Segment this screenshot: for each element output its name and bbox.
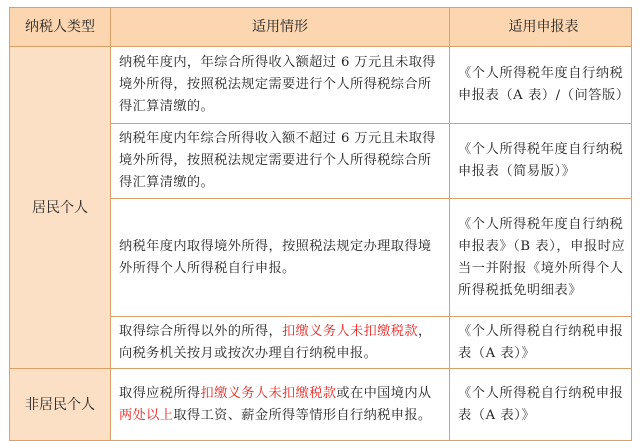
group-resident: 居民个人 <box>10 47 111 369</box>
situation-text: 取得工资、薪金所得等情形自行纳税申报。 <box>173 407 432 423</box>
table-row <box>10 47 632 124</box>
situation-cell: 纳税年度内取得境外所得，按照税法规定办理取得境外所得个人所得税自行申报。 <box>111 199 450 317</box>
situation-cell: 纳税年度内，年综合所得收入额超过 6 万元且未取得境外所得，按照税法规定需要进行个人所得税综合所得汇算清缴的。 <box>111 47 450 124</box>
situation-text: 取得综合所得以外的所得， <box>119 323 283 339</box>
situation-cell <box>111 317 450 369</box>
tax-filing-table-container <box>9 7 631 421</box>
situation-text: 或在中国境内从 <box>336 385 432 401</box>
group-non-resident: 非居民个人 <box>10 369 111 441</box>
form-cell: 《个人所得税自行纳税申报表（A 表）》 <box>450 369 632 441</box>
highlight-withholding-agent: 扣缴义务人未扣缴税款 <box>200 385 337 401</box>
table-row <box>10 369 632 441</box>
header-situation: 适用情形 <box>111 8 450 47</box>
form-cell: 《个人所得税年度自行纳税申报表》（B 表），申报时应当一并附报《境外所得个人所得税抵免明细表》 <box>450 199 632 317</box>
form-cell: 《个人所得税年度自行纳税申报表（A 表）/（问答版） <box>450 47 632 124</box>
situation-text: 取得应税所得 <box>119 385 201 401</box>
highlight-withholding-agent: 扣缴义务人未扣缴税款 <box>282 323 418 339</box>
tax-filing-table <box>9 7 632 441</box>
header-taxpayer-type: 纳税人类型 <box>10 8 111 47</box>
table-header-row <box>10 8 632 47</box>
situation-cell <box>111 369 450 441</box>
form-cell: 《个人所得税年度自行纳税申报表（简易版）》 <box>450 124 632 199</box>
situation-text: ，向税务机关按月或按次办理自行纳税申报。 <box>119 323 432 361</box>
form-cell: 《个人所得税自行纳税申报表（A 表）》 <box>450 317 632 369</box>
situation-cell: 纳税年度内年综合所得收入额不超过 6 万元且未取得境外所得，按照税法规定需要进行个人所得税综合所得汇算清缴的。 <box>111 124 450 199</box>
highlight-two-or-more: 两处以上 <box>119 407 174 423</box>
header-form: 适用申报表 <box>450 8 632 47</box>
